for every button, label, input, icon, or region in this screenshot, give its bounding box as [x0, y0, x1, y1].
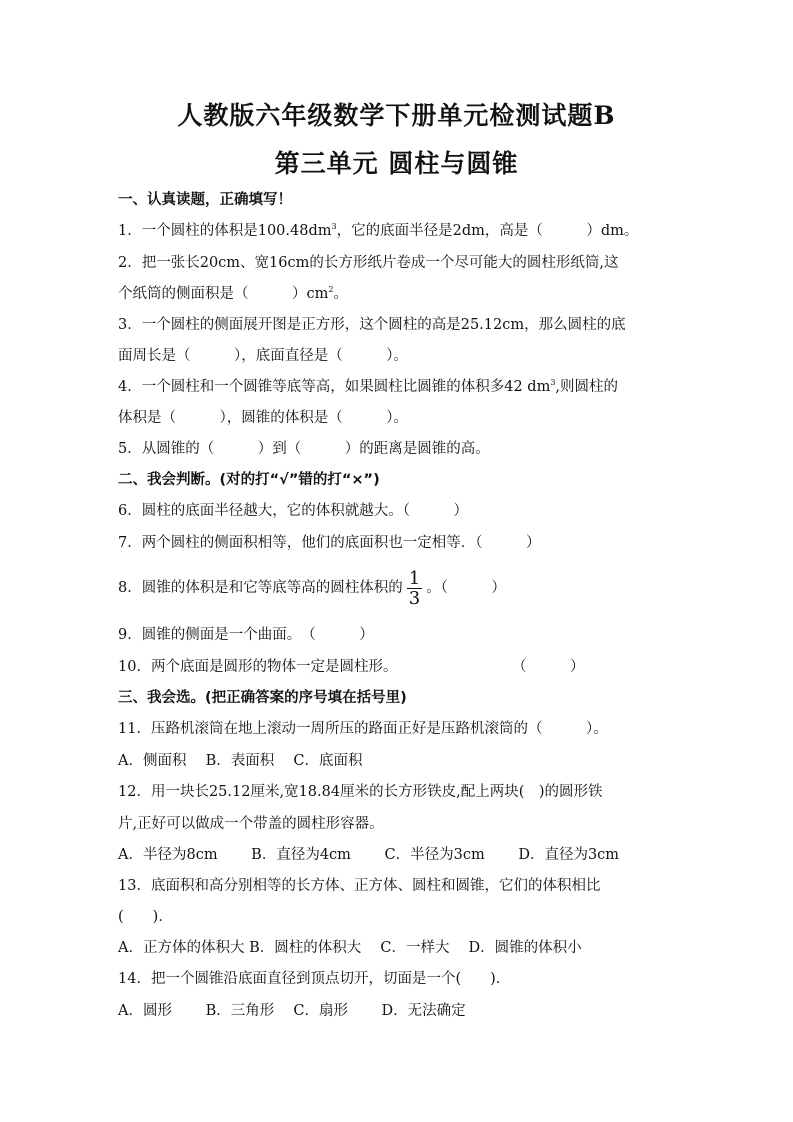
- section-heading-choose: 三、我会选。(把正确答案的序号填在括号里): [118, 690, 407, 706]
- question-10: [118, 657, 678, 677]
- question-4-line-2: 体积是（ ），圆锥的体积是（ ）。: [118, 410, 408, 426]
- question-7: 7．两个圆柱的侧面积相等，他们的底面积也一定相等．（ ）: [118, 535, 541, 551]
- question-2-text-b: 。: [333, 286, 348, 302]
- section-heading-fill: 一、认真读题，正确填写！: [118, 192, 292, 208]
- question-3-line-2: 面周长是（ ），底面直径是（ ）。: [118, 348, 408, 364]
- question-2-text-a: 个纸筒的侧面积是（ ）cm: [118, 286, 329, 302]
- page-subtitle: 第三单元 圆柱与圆锥: [274, 149, 519, 178]
- question-14-options: A．圆形 B．三角形 C．扇形 D．无法确定: [118, 1003, 466, 1019]
- question-6: 6．圆柱的底面半径越大，它的体积就越大。（ ）: [118, 503, 468, 519]
- question-1-unit-exponent: 3: [331, 222, 337, 231]
- question-5: 5．从圆锥的（ ）到（ ）的距离是圆锥的高。: [118, 441, 490, 457]
- question-12-line-1: 12．用一块长25.12厘米,宽18.84厘米的长方形铁皮,配上两块( )的圆形铁: [118, 784, 603, 800]
- question-4-unit-exponent: 3: [550, 378, 556, 387]
- question-2-unit-exponent: 2: [328, 285, 334, 294]
- fraction-denominator: 3: [408, 587, 421, 609]
- question-10-answer-bracket: （ ）: [512, 659, 585, 675]
- question-4-text-a: 4．一个圆柱和一个圆锥等底等高，如果圆柱比圆锥的体积多42 dm: [118, 379, 551, 395]
- question-11-options: A．侧面积 B．表面积 C．底面积: [118, 753, 363, 769]
- question-4-line-1: [118, 377, 678, 397]
- question-14: 14．把一个圆锥沿底面直径到顶点切开，切面是一个( )．: [118, 971, 511, 987]
- question-1-text-b: ，它的底面半径是2dm，高是（ ）dm。: [336, 223, 639, 239]
- question-3-line-1: 3．一个圆柱的侧面展开图是正方形，这个圆柱的高是25.12cm，那么圆柱的底: [118, 317, 626, 333]
- question-10-text: 10．两个底面是圆形的物体一定是圆柱形。: [118, 659, 398, 675]
- question-4-text-b: ,则圆柱的: [555, 379, 619, 395]
- question-9: 9．圆锥的侧面是一个曲面。 （ ）: [118, 627, 374, 643]
- section-heading-judge: 二、我会判断。(对的打“√”错的打“×”): [118, 472, 380, 488]
- question-13-line-1: 13．底面积和高分别相等的长方体、正方体、圆柱和圆锥，它们的体积相比: [118, 878, 601, 894]
- question-8-text-a: 8．圆锥的体积是和它等底等高的圆柱体积的: [118, 580, 403, 596]
- question-1: [118, 221, 678, 241]
- question-8: [118, 566, 678, 610]
- question-1-text-a: 1．一个圆柱的体积是100.48dm: [118, 223, 332, 239]
- question-2-line-2: [118, 284, 678, 304]
- fraction-numerator: 1: [408, 567, 421, 589]
- question-11: 11．压路机滚筒在地上滚动一周所压的路面正好是压路机滚筒的（ ）。: [118, 721, 608, 737]
- question-12-line-2: 片,正好可以做成一个带盖的圆柱形容器。: [118, 816, 384, 832]
- one-third-fraction: [407, 569, 422, 608]
- question-2-line-1: 2．把一张长20cm、宽16cm的长方形纸片卷成一个尽可能大的圆柱形纸筒,这: [118, 255, 619, 271]
- question-8-text-b: 。（ ）: [426, 580, 506, 596]
- question-12-options: A．半径为8cm B．直径为4cm C．半径为3cm D．直径为3cm: [118, 847, 620, 863]
- page-title: 人教版六年级数学下册单元检测试题B: [177, 101, 616, 130]
- question-13-line-2: ( )．: [118, 909, 173, 925]
- question-13-options: A．正方体的体积大 B．圆柱的体积大 C．一样大 D．圆锥的体积小: [118, 940, 582, 956]
